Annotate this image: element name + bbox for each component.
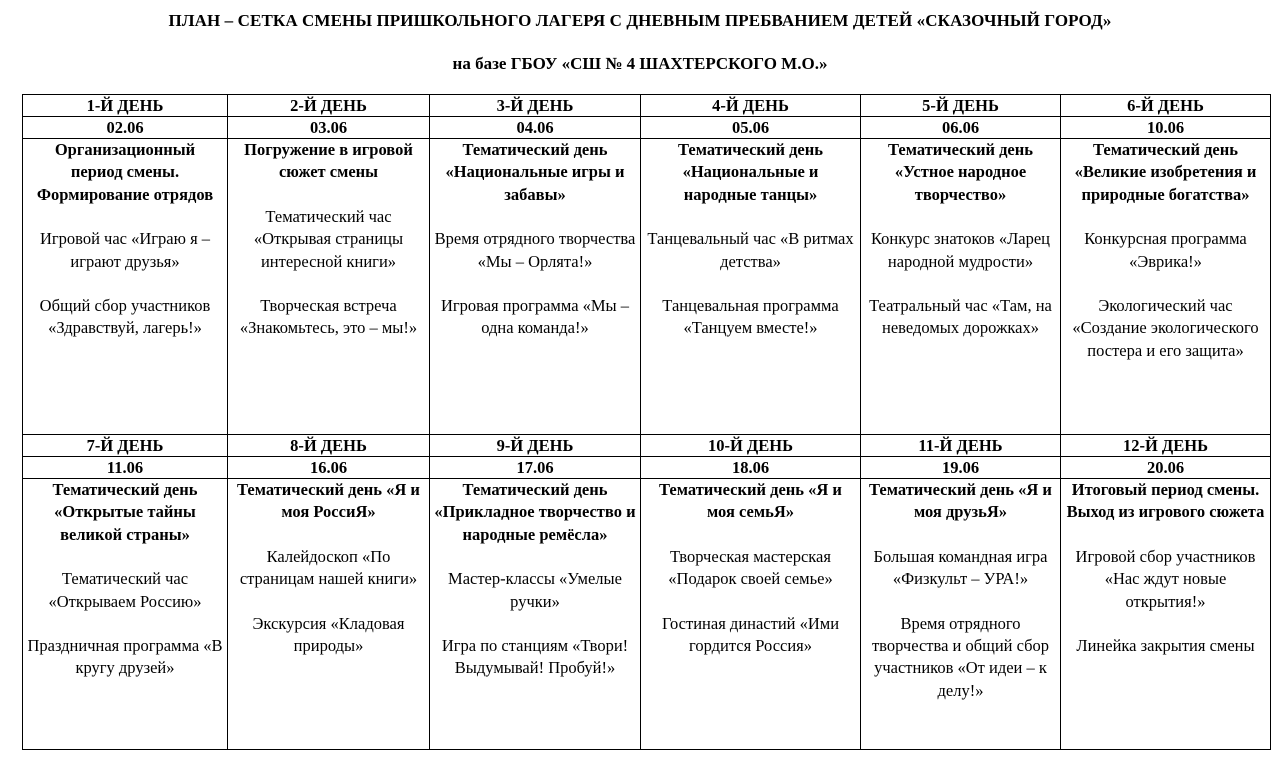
day-theme: Тематический день «Великие изобретения и природные богатства» <box>1074 140 1257 204</box>
day-header-row <box>23 95 1271 117</box>
day-activities-cell <box>430 479 641 750</box>
day-event: Театральный час «Там, на неведомых дорожках» <box>869 296 1052 338</box>
day-event: Время отрядного творчества и общий сбор участников «От идеи – к делу!» <box>871 613 1050 700</box>
day-date: 18.06 <box>641 457 861 479</box>
day-activities-cell <box>23 139 228 435</box>
day-event: Конкурсная программа «Эврика!» <box>1084 229 1247 271</box>
day-label: 5-Й ДЕНЬ <box>861 95 1061 117</box>
day-event: Игровой сбор участников «Нас ждут новые открытия!» <box>1075 546 1256 611</box>
day-label: 11-Й ДЕНЬ <box>861 435 1061 457</box>
day-event: Большая командная игра «Физкульт – УРА!» <box>873 546 1048 589</box>
day-theme: Тематический день «Я и моя друзьЯ» <box>869 480 1052 522</box>
day-event: Тематический час «Открывая страницы интересной книги» <box>253 206 404 271</box>
day-date: 11.06 <box>23 457 228 479</box>
day-event: Праздничная программа «В кругу друзей» <box>27 636 223 678</box>
day-date: 02.06 <box>23 117 228 139</box>
page-title: ПЛАН – СЕТКА СМЕНЫ ПРИШКОЛЬНОГО ЛАГЕРЯ С ДНЕВНЫМ ПРЕБВАНИЕМ ДЕТЕЙ «СКАЗОЧНЫЙ ГОРОД» <box>168 11 1112 30</box>
day-date: 20.06 <box>1061 457 1271 479</box>
day-label: 8-Й ДЕНЬ <box>228 435 430 457</box>
day-event: Калейдоскоп «По страницам нашей книги» <box>239 546 418 589</box>
day-theme: Тематический день «Национальные игры и забавы» <box>445 140 625 204</box>
day-date: 04.06 <box>430 117 641 139</box>
day-activities-cell <box>641 479 861 750</box>
day-date: 16.06 <box>228 457 430 479</box>
date-row <box>23 457 1271 479</box>
day-event: Игровой час «Играю я – играют друзья» <box>39 229 211 271</box>
day-label: 9-Й ДЕНЬ <box>430 435 641 457</box>
day-date: 03.06 <box>228 117 430 139</box>
day-theme: Тематический день «Я и моя семьЯ» <box>659 480 842 522</box>
activities-row <box>23 479 1271 750</box>
day-activities-cell <box>641 139 861 435</box>
day-theme: Тематический день «Устное народное творчество» <box>888 140 1033 204</box>
day-date: 17.06 <box>430 457 641 479</box>
day-theme: Тематический день «Открытые тайны великой страны» <box>52 480 198 544</box>
day-activities-cell <box>430 139 641 435</box>
day-event: Мастер-классы «Умелые ручки» <box>448 569 622 611</box>
day-date: 06.06 <box>861 117 1061 139</box>
day-event: Время отрядного творчества «Мы – Орлята!» <box>434 229 636 271</box>
day-event: Экологический час «Создание экологического постера и его защита» <box>1072 296 1259 360</box>
day-event: Конкурс знатоков «Ларец народной мудрости» <box>871 229 1050 271</box>
day-date: 10.06 <box>1061 117 1271 139</box>
day-label: 7-Й ДЕНЬ <box>23 435 228 457</box>
day-label: 4-Й ДЕНЬ <box>641 95 861 117</box>
day-activities-cell <box>228 139 430 435</box>
day-label: 2-Й ДЕНЬ <box>228 95 430 117</box>
day-event: Творческая мастерская «Подарок своей семье» <box>668 546 833 589</box>
day-activities-cell <box>228 479 430 750</box>
day-theme: Организационный период смены. Формирование отрядов <box>36 140 214 204</box>
day-activities-cell <box>1061 479 1271 750</box>
page-subtitle: на базе ГБОУ «СШ № 4 ШАХТЕРСКОГО М.О.» <box>452 54 828 73</box>
day-label: 3-Й ДЕНЬ <box>430 95 641 117</box>
schedule-table <box>22 94 1271 750</box>
day-activities-cell <box>861 139 1061 435</box>
day-event: Танцевальный час «В ритмах детства» <box>647 229 854 271</box>
day-theme: Тематический день «Прикладное творчество и народные ремёсла» <box>434 480 636 544</box>
day-event: Линейка закрытия смены <box>1076 636 1255 656</box>
day-event: Экскурсия «Кладовая природы» <box>252 613 405 656</box>
day-theme: Итоговый период смены. Выход из игрового сюжета <box>1066 480 1265 522</box>
day-event: Игра по станциям «Твори! Выдумывай! Пробуй!» <box>441 636 629 678</box>
day-event: Творческая встреча «Знакомьтесь, это – мы!» <box>239 296 418 338</box>
day-event: Гостиная династий «Ими гордится Россия» <box>661 613 840 656</box>
day-event: Общий сбор участников «Здравствуй, лагерь!» <box>39 296 211 338</box>
day-label: 1-Й ДЕНЬ <box>23 95 228 117</box>
day-event: Танцевальная программа «Танцуем вместе!» <box>662 296 839 338</box>
day-label: 12-Й ДЕНЬ <box>1061 435 1271 457</box>
day-activities-cell <box>1061 139 1271 435</box>
date-row <box>23 117 1271 139</box>
activities-row <box>23 139 1271 435</box>
day-theme: Тематический день «Национальные и народные танцы» <box>678 140 823 204</box>
day-header-row <box>23 435 1271 457</box>
day-theme: Погружение в игровой сюжет смены <box>244 140 413 182</box>
day-theme: Тематический день «Я и моя РоссиЯ» <box>237 480 420 522</box>
day-label: 10-Й ДЕНЬ <box>641 435 861 457</box>
day-date: 05.06 <box>641 117 861 139</box>
day-event: Игровая программа «Мы – одна команда!» <box>440 296 630 338</box>
day-label: 6-Й ДЕНЬ <box>1061 95 1271 117</box>
day-date: 19.06 <box>861 457 1061 479</box>
day-activities-cell <box>861 479 1061 750</box>
day-activities-cell <box>23 479 228 750</box>
day-event: Тематический час «Открываем Россию» <box>48 569 202 611</box>
